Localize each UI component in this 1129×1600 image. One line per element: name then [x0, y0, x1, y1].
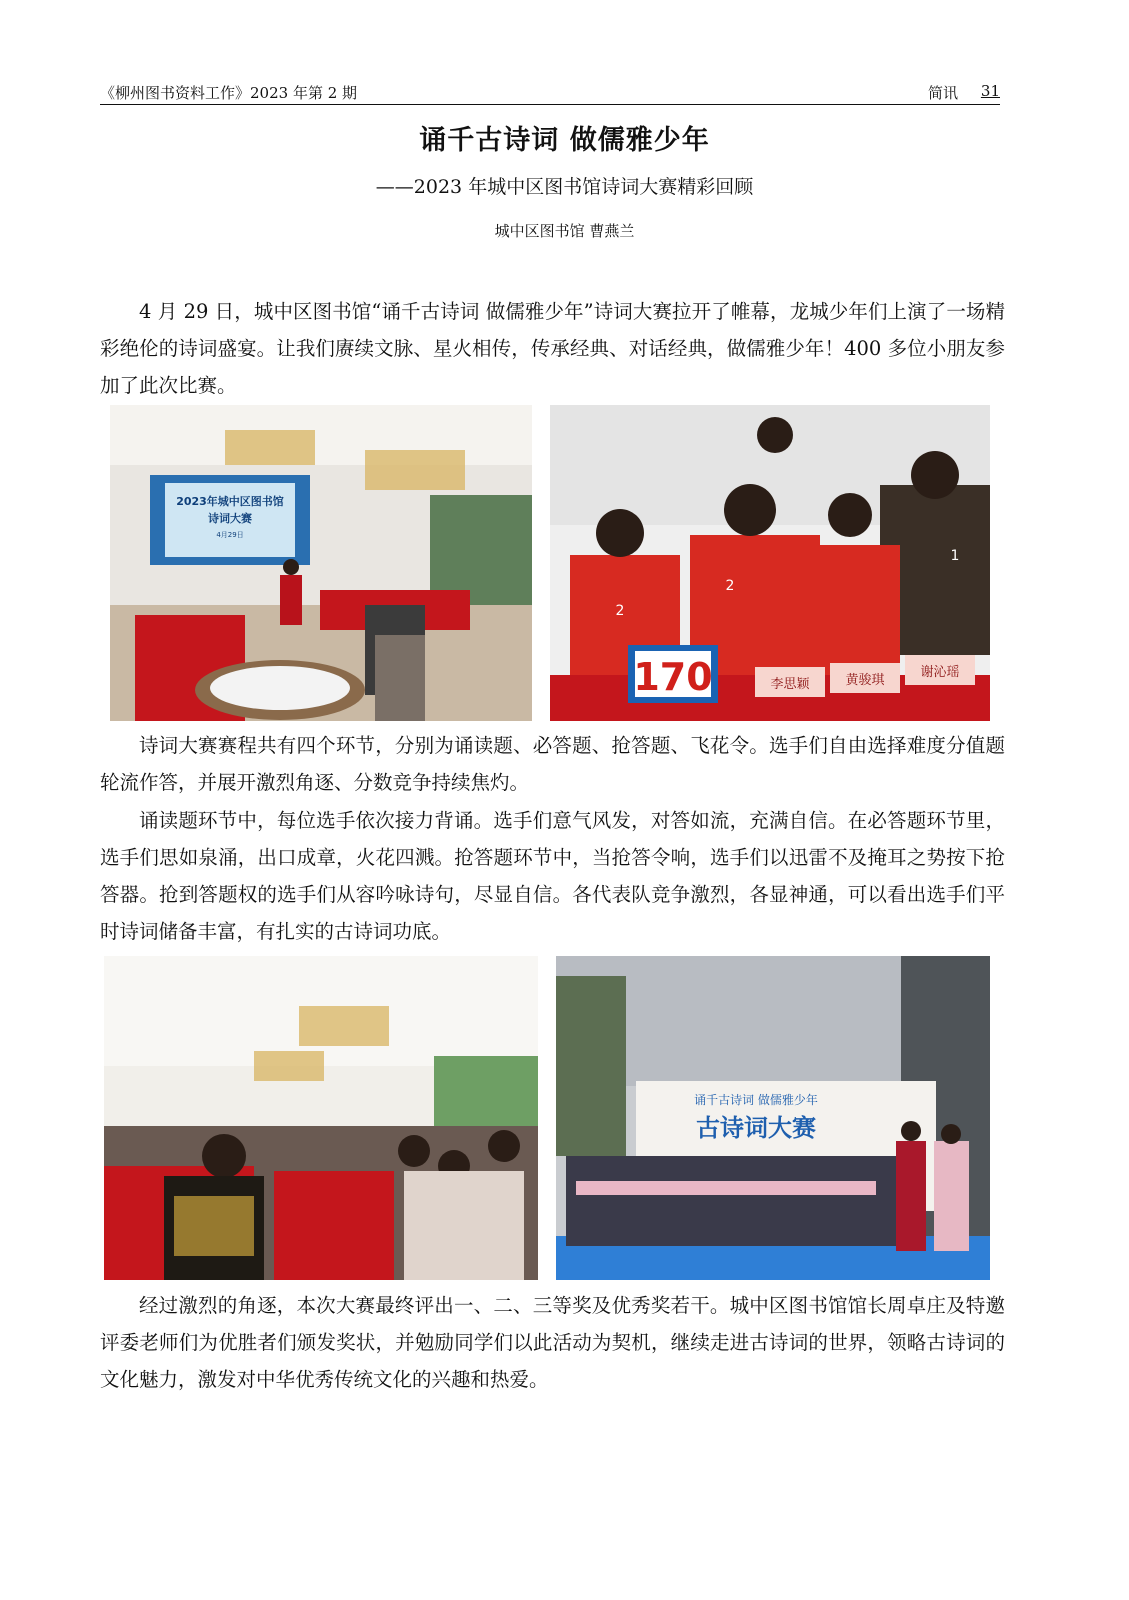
paragraph-intro: 4 月 29 日，城中区图书馆“诵千古诗词 做儒雅少年”诗词大赛拉开了帷幕，龙城少年们上演了一场精彩绝伦的诗词盛宴。让我们赓续文脉、星火相传，传承经典、对话经典，做儒雅少年！400 多位小朋友参加了此次比赛。	[100, 300, 1005, 397]
photo-contestants-scoreboard	[550, 405, 990, 721]
photo-venue-screen	[110, 405, 532, 721]
screen-line2: 诗词大赛	[208, 512, 252, 525]
scoreboard-number: 170	[633, 655, 713, 699]
bib-center: 2	[725, 578, 735, 594]
nameplate-2: 黄骏琪	[845, 673, 885, 688]
photo-award-ceremony	[556, 956, 990, 1280]
photo-audience-hall	[104, 956, 538, 1280]
bib-left: 2	[615, 603, 625, 619]
nameplate-1: 李思颖	[770, 677, 810, 692]
article-title: 诵千古诗词 做儒雅少年	[419, 125, 710, 156]
paragraph-details: 诵读题环节中，每位选手依次接力背诵。选手们意气风发，对答如流，充满自信。在必答题环节里，选手们思如泉涌，出口成章，火花四溅。抢答题环节中，当抢答令响，选手们以迅雷不及掩耳之势按下抢答器。抢到答题权的选手们从容吟咏诗句，尽显自信。各代表队竞争激烈，各显神通，可以看出选手们平时诗词储备丰富，有扎实的古诗词功底。	[100, 809, 1005, 943]
banner-line2: 古诗词大赛	[696, 1114, 816, 1142]
banner-line1: 诵千古诗词 做儒雅少年	[694, 1093, 818, 1107]
page-number: 31	[980, 82, 1000, 100]
section-label: 简讯	[927, 84, 958, 102]
running-header	[100, 78, 1000, 105]
bib-right: 1	[950, 548, 960, 564]
article-subtitle: ——2023 年城中区图书馆诗词大赛精彩回顾	[375, 176, 754, 198]
nameplate-3: 谢沁瑶	[920, 665, 960, 680]
paragraph-rounds: 诗词大赛赛程共有四个环节，分别为诵读题、必答题、抢答题、飞花令。选手们自由选择难度分值题轮流作答，并展开激烈角逐、分数竞争持续焦灼。	[100, 734, 1005, 794]
journal-name: 《柳州图书资料工作》2023 年第 2 期	[100, 84, 358, 102]
paragraph-awards: 经过激烈的角逐，本次大赛最终评出一、二、三等奖及优秀奖若干。城中区图书馆馆长周卓庄及特邀评委老师们为优胜者们颁发奖状，并勉励同学们以此活动为契机，继续走进古诗词的世界，领略古诗词的文化魅力，激发对中华优秀传统文化的兴趣和热爱。	[100, 1294, 1005, 1391]
screen-line3: 4月29日	[216, 531, 244, 539]
article-author: 城中区图书馆 曹燕兰	[494, 222, 635, 240]
screen-line1: 2023年城中区图书馆	[176, 495, 284, 508]
